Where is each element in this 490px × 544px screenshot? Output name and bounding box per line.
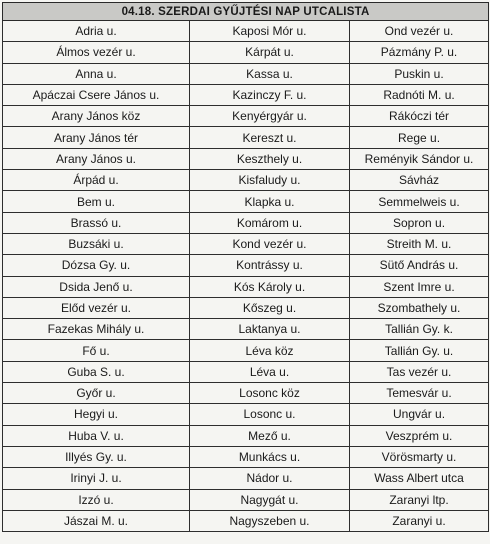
street-cell: Losonc u.	[190, 404, 350, 425]
street-cell: Sávház	[350, 170, 489, 191]
street-cell: Előd vezér u.	[3, 297, 190, 318]
street-cell: Veszprém u.	[350, 425, 489, 446]
street-cell: Szombathely u.	[350, 297, 489, 318]
street-cell: Huba V. u.	[3, 425, 190, 446]
street-cell: Nagyszeben u.	[190, 510, 350, 531]
table-row	[3, 404, 489, 425]
street-cell: Kontrássy u.	[190, 255, 350, 276]
table-row	[3, 127, 489, 148]
street-cell: Streith M. u.	[350, 233, 489, 254]
table-row	[3, 148, 489, 169]
table-row	[3, 233, 489, 254]
street-cell: Kereszt u.	[190, 127, 350, 148]
table-row	[3, 106, 489, 127]
table-row	[3, 63, 489, 84]
street-cell: Zaranyi ltp.	[350, 489, 489, 510]
table-row	[3, 276, 489, 297]
street-cell: Anna u.	[3, 63, 190, 84]
street-cell: Reményik Sándor u.	[350, 148, 489, 169]
street-cell: Hegyi u.	[3, 404, 190, 425]
street-cell: Vörösmarty u.	[350, 446, 489, 467]
street-cell: Radnóti M. u.	[350, 84, 489, 105]
table-row	[3, 383, 489, 404]
street-cell: Kazinczy F. u.	[190, 84, 350, 105]
street-cell: Álmos vezér u.	[3, 42, 190, 63]
table-row	[3, 361, 489, 382]
street-cell: Tas vezér u.	[350, 361, 489, 382]
street-cell: Győr u.	[3, 383, 190, 404]
table-row	[3, 510, 489, 531]
street-cell: Komárom u.	[190, 212, 350, 233]
street-cell: Semmelweis u.	[350, 191, 489, 212]
street-cell: Fazekas Mihály u.	[3, 319, 190, 340]
street-cell: Nádor u.	[190, 468, 350, 489]
street-cell: Laktanya u.	[190, 319, 350, 340]
street-cell: Losonc köz	[190, 383, 350, 404]
street-cell: Kaposi Mór u.	[190, 21, 350, 42]
table-row	[3, 319, 489, 340]
table-row	[3, 425, 489, 446]
table-row	[3, 468, 489, 489]
street-cell: Bem u.	[3, 191, 190, 212]
table-row	[3, 297, 489, 318]
street-cell: Kisfaludy u.	[190, 170, 350, 191]
street-cell: Rege u.	[350, 127, 489, 148]
street-cell: Mező u.	[190, 425, 350, 446]
street-cell: Szent Imre u.	[350, 276, 489, 297]
street-cell: Dózsa Gy. u.	[3, 255, 190, 276]
street-cell: Jászai M. u.	[3, 510, 190, 531]
street-cell: Temesvár u.	[350, 383, 489, 404]
table-row	[3, 340, 489, 361]
table-row	[3, 212, 489, 233]
street-cell: Léva u.	[190, 361, 350, 382]
street-cell: Tallián Gy. u.	[350, 340, 489, 361]
street-cell: Pázmány P. u.	[350, 42, 489, 63]
table-row	[3, 446, 489, 467]
table-row	[3, 84, 489, 105]
street-cell: Rákóczi tér	[350, 106, 489, 127]
table-row	[3, 42, 489, 63]
street-cell: Illyés Gy. u.	[3, 446, 190, 467]
street-cell: Arany János köz	[3, 106, 190, 127]
street-cell: Keszthely u.	[190, 148, 350, 169]
street-list-table	[2, 2, 489, 532]
street-cell: Klapka u.	[190, 191, 350, 212]
street-rows	[3, 21, 489, 532]
table-row	[3, 191, 489, 212]
street-cell: Arany János u.	[3, 148, 190, 169]
street-cell: Zaranyi u.	[350, 510, 489, 531]
street-cell: Kós Károly u.	[190, 276, 350, 297]
street-cell: Kőszeg u.	[190, 297, 350, 318]
street-cell: Sütő András u.	[350, 255, 489, 276]
street-cell: Izzó u.	[3, 489, 190, 510]
street-cell: Fő u.	[3, 340, 190, 361]
street-cell: Brassó u.	[3, 212, 190, 233]
street-cell: Puskin u.	[350, 63, 489, 84]
street-cell: Buzsáki u.	[3, 233, 190, 254]
street-cell: Ungvár u.	[350, 404, 489, 425]
street-cell: Árpád u.	[3, 170, 190, 191]
street-cell: Wass Albert utca	[350, 468, 489, 489]
street-cell: Tallián Gy. k.	[350, 319, 489, 340]
table-title: 04.18. SZERDAI GYŰJTÉSI NAP UTCALISTA	[3, 3, 489, 21]
street-cell: Arany János tér	[3, 127, 190, 148]
street-cell: Kárpát u.	[190, 42, 350, 63]
street-cell: Irinyi J. u.	[3, 468, 190, 489]
street-cell: Ond vezér u.	[350, 21, 489, 42]
street-cell: Kenyérgyár u.	[190, 106, 350, 127]
street-cell: Adria u.	[3, 21, 190, 42]
street-cell: Kond vezér u.	[190, 233, 350, 254]
street-cell: Apáczai Csere János u.	[3, 84, 190, 105]
street-cell: Léva köz	[190, 340, 350, 361]
street-cell: Guba S. u.	[3, 361, 190, 382]
table-row	[3, 170, 489, 191]
table-row	[3, 21, 489, 42]
street-cell: Dsida Jenő u.	[3, 276, 190, 297]
table-row	[3, 255, 489, 276]
street-cell: Kassa u.	[190, 63, 350, 84]
street-cell: Nagygát u.	[190, 489, 350, 510]
table-row	[3, 489, 489, 510]
street-cell: Sopron u.	[350, 212, 489, 233]
street-cell: Munkács u.	[190, 446, 350, 467]
